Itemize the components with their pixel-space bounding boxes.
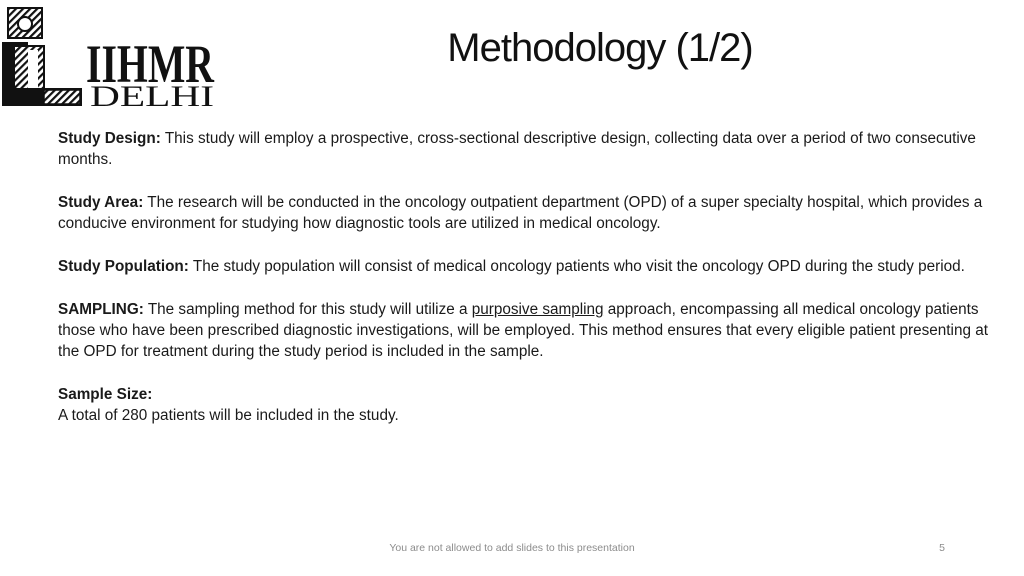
sampling-paragraph — [58, 299, 998, 362]
sampling-text-after: approach, encompassing all medical oncology patients those who have been prescribed diagnostic investigations, will be employed. This method ensures that every eligible patient presenting at the OPD for treatment during the study period is included in the sample. — [58, 301, 988, 360]
study-design-text: This study will employ a prospective, cross-sectional descriptive design, collecting data over a period of two consecutive months. — [58, 130, 976, 168]
logo-text-iihmr: IIHMR — [86, 34, 215, 94]
slide-body — [58, 128, 998, 426]
sample-size-text: A total of 280 patients will be included in the study. — [58, 407, 399, 424]
iihmr-delhi-logo — [0, 2, 218, 110]
sample-size-label: Sample Size: — [58, 386, 153, 403]
logo-emblem — [2, 8, 82, 106]
slide-title: Methodology (1/2) — [447, 26, 753, 70]
sample-size-paragraph — [58, 384, 998, 426]
study-area-paragraph — [58, 192, 998, 234]
study-population-label: Study Population: — [58, 258, 189, 275]
logo-text-delhi: DELHI — [90, 80, 214, 110]
study-area-text: The research will be conducted in the oncology outpatient department (OPD) of a super specialty hospital, which provides a conducive environment for studying how diagnostic tools are utilized in medical oncology. — [58, 194, 983, 232]
sampling-label: SAMPLING: — [58, 301, 144, 318]
study-population-text: The study population will consist of medical oncology patients who visit the oncology OPD during the study period. — [188, 258, 965, 275]
footer-notice: You are not allowed to add slides to this presentation — [389, 542, 635, 554]
study-design-label: Study Design: — [58, 130, 161, 147]
page-number: 5 — [939, 542, 945, 554]
sampling-text-before: The sampling method for this study will utilize a — [143, 301, 472, 318]
study-population-paragraph — [58, 256, 998, 277]
purposive-sampling-link[interactable]: purposive sampling — [471, 301, 604, 318]
study-area-label: Study Area: — [58, 194, 144, 211]
study-design-paragraph — [58, 128, 998, 170]
